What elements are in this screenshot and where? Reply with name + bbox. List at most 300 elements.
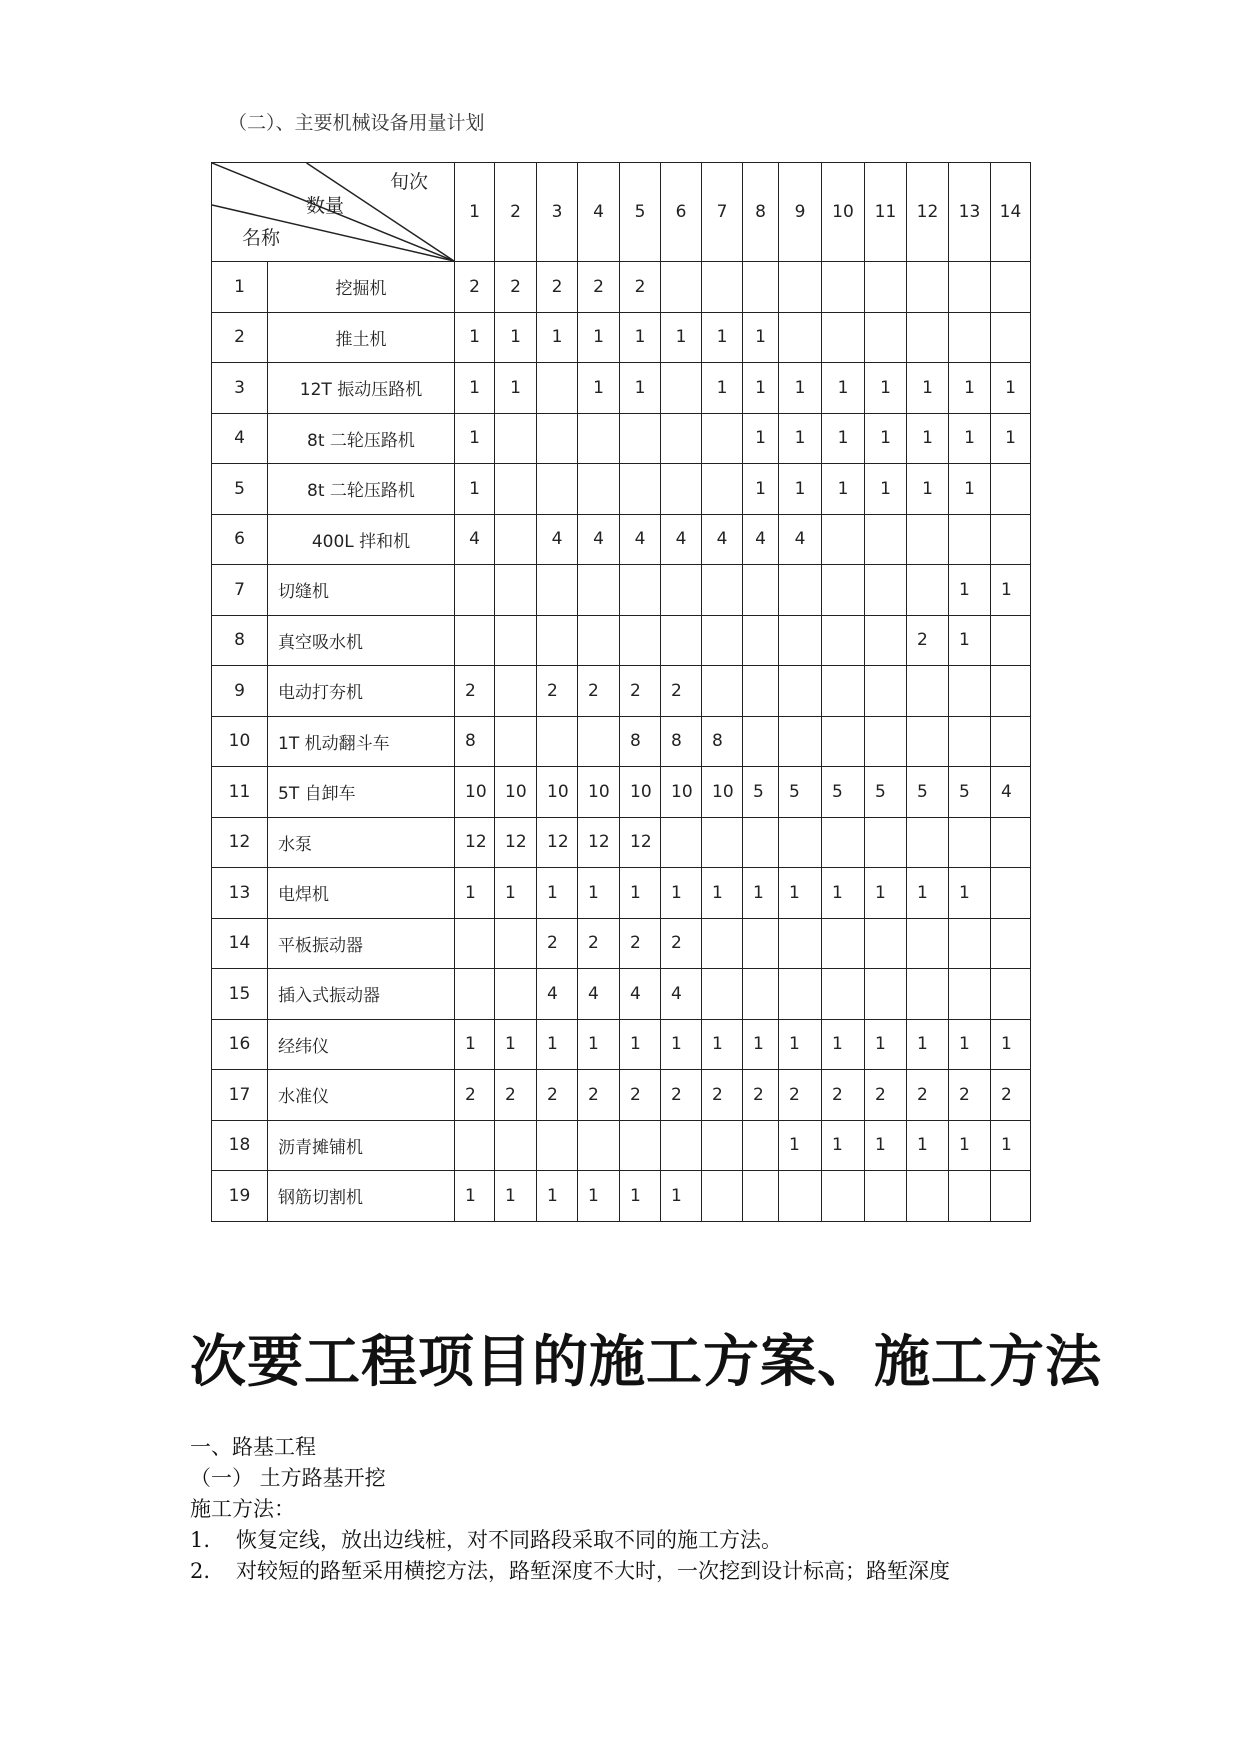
quantity-cell [702,1120,743,1171]
quantity-cell: 1 [455,363,495,414]
table-row [212,716,1031,767]
quantity-cell [578,615,620,666]
quantity-cell [822,918,865,969]
quantity-cell [865,969,907,1020]
quantity-cell: 2 [537,262,578,313]
quantity-cell: 1 [907,1120,949,1171]
quantity-cell: 2 [455,262,495,313]
quantity-cell [620,615,661,666]
table-row [212,565,1031,616]
quantity-cell: 1 [779,464,822,515]
quantity-cell [743,615,779,666]
row-number-cell: 15 [212,969,268,1020]
table-header-row [212,163,1031,262]
quantity-cell [822,615,865,666]
quantity-cell: 1 [949,868,991,919]
quantity-cell [578,565,620,616]
quantity-cell: 10 [495,767,537,818]
quantity-cell [822,716,865,767]
quantity-cell: 2 [455,1070,495,1121]
quantity-cell: 1 [537,1019,578,1070]
quantity-cell: 2 [578,666,620,717]
quantity-cell [743,716,779,767]
row-number-cell: 14 [212,918,268,969]
quantity-cell: 1 [743,464,779,515]
quantity-cell [702,615,743,666]
quantity-cell [702,969,743,1020]
quantity-cell [743,565,779,616]
quantity-cell: 1 [495,363,537,414]
period-header-cell: 4 [578,163,620,262]
quantity-cell: 1 [620,312,661,363]
table-row [212,464,1031,515]
quantity-cell: 1 [537,868,578,919]
quantity-cell [907,565,949,616]
quantity-cell [455,1120,495,1171]
quantity-cell: 1 [949,1019,991,1070]
quantity-cell: 2 [455,666,495,717]
quantity-cell: 2 [991,1070,1031,1121]
quantity-cell: 10 [620,767,661,818]
table-row [212,1019,1031,1070]
period-header-cell: 1 [455,163,495,262]
quantity-cell: 1 [495,868,537,919]
period-header-cell: 11 [865,163,907,262]
quantity-cell [907,1171,949,1222]
quantity-cell: 1 [865,464,907,515]
quantity-cell: 1 [743,868,779,919]
quantity-cell [949,918,991,969]
quantity-cell: 1 [455,1171,495,1222]
quantity-cell: 4 [537,514,578,565]
quantity-cell: 2 [661,666,702,717]
row-number-cell: 17 [212,1070,268,1121]
quantity-cell: 10 [702,767,743,818]
quantity-cell [907,969,949,1020]
quantity-cell [907,666,949,717]
quantity-cell [620,413,661,464]
quantity-cell [949,312,991,363]
quantity-cell: 1 [455,413,495,464]
quantity-cell: 1 [661,868,702,919]
table-row [212,1070,1031,1121]
equipment-name-cell: 沥青摊铺机 [268,1120,455,1171]
quantity-cell [949,716,991,767]
quantity-cell [537,413,578,464]
quantity-cell [822,262,865,313]
list-item-number: 1. [190,1528,211,1552]
quantity-cell: 2 [702,1070,743,1121]
quantity-cell: 4 [578,514,620,565]
period-header-cell: 7 [702,163,743,262]
quantity-cell: 1 [578,868,620,919]
quantity-cell [578,413,620,464]
period-header-cell: 3 [537,163,578,262]
quantity-cell [743,262,779,313]
quantity-cell: 10 [578,767,620,818]
quantity-cell [991,1171,1031,1222]
quantity-cell [991,716,1031,767]
equipment-name-cell: 水泵 [268,817,455,868]
quantity-cell [822,817,865,868]
quantity-cell: 1 [907,363,949,414]
quantity-cell [661,262,702,313]
equipment-name-cell: 5T 自卸车 [268,767,455,818]
quantity-cell [495,1120,537,1171]
equipment-name-cell: 插入式振动器 [268,969,455,1020]
quantity-cell: 1 [949,615,991,666]
quantity-cell: 1 [455,868,495,919]
row-number-cell: 16 [212,1019,268,1070]
row-number-cell: 3 [212,363,268,414]
quantity-cell [865,1171,907,1222]
quantity-cell [949,1171,991,1222]
quantity-cell: 12 [495,817,537,868]
quantity-cell: 1 [620,363,661,414]
quantity-cell: 1 [495,1019,537,1070]
table-row [212,363,1031,414]
quantity-cell: 1 [661,1019,702,1070]
quantity-cell: 1 [578,363,620,414]
equipment-name-cell: 水准仪 [268,1070,455,1121]
quantity-cell: 2 [661,918,702,969]
period-header-cell: 8 [743,163,779,262]
quantity-cell [495,413,537,464]
row-number-cell: 9 [212,666,268,717]
quantity-cell: 2 [620,666,661,717]
table-row [212,262,1031,313]
quantity-cell: 1 [991,1019,1031,1070]
quantity-cell: 2 [537,1070,578,1121]
quantity-cell [495,716,537,767]
quantity-cell [779,312,822,363]
table-row [212,615,1031,666]
quantity-cell [991,666,1031,717]
quantity-cell [537,1120,578,1171]
quantity-cell [537,363,578,414]
equipment-name-cell: 8t 二轮压路机 [268,413,455,464]
quantity-cell [702,464,743,515]
equipment-name-cell: 400L 拌和机 [268,514,455,565]
quantity-cell: 1 [865,413,907,464]
quantity-cell: 1 [702,312,743,363]
quantity-cell: 1 [822,868,865,919]
quantity-cell: 1 [620,1019,661,1070]
quantity-cell [865,918,907,969]
quantity-cell [779,817,822,868]
quantity-cell [455,615,495,666]
row-number-cell: 7 [212,565,268,616]
quantity-cell: 4 [620,969,661,1020]
quantity-cell: 5 [743,767,779,818]
table-row [212,767,1031,818]
quantity-cell [661,363,702,414]
list-item [190,1556,950,1587]
period-header-cell: 13 [949,163,991,262]
equipment-name-cell: 挖掘机 [268,262,455,313]
quantity-cell: 1 [822,1019,865,1070]
table-caption: （二）、主要机械设备用量计划 [228,112,485,134]
quantity-cell [779,565,822,616]
quantity-cell [907,817,949,868]
equipment-name-cell: 平板振动器 [268,918,455,969]
quantity-cell: 1 [779,1019,822,1070]
quantity-cell [949,817,991,868]
quantity-cell: 1 [537,312,578,363]
quantity-cell: 1 [991,565,1031,616]
list-item-number: 2. [190,1559,211,1583]
quantity-cell: 2 [949,1070,991,1121]
quantity-cell [620,565,661,616]
quantity-cell [907,312,949,363]
quantity-cell [537,565,578,616]
diagonal-header-cell [212,163,455,262]
quantity-cell [702,262,743,313]
quantity-cell: 2 [578,1070,620,1121]
quantity-cell: 1 [743,1019,779,1070]
quantity-cell: 1 [779,413,822,464]
heading-roadbed: 一、路基工程 [190,1435,316,1459]
period-header-cell: 6 [661,163,702,262]
quantity-cell: 1 [578,1171,620,1222]
quantity-cell: 2 [865,1070,907,1121]
quantity-cell: 1 [455,312,495,363]
period-header-cell: 5 [620,163,661,262]
quantity-cell [991,262,1031,313]
row-number-cell: 19 [212,1171,268,1222]
corner-label-period: 旬次 [390,171,429,193]
table-row [212,817,1031,868]
quantity-cell [743,817,779,868]
quantity-cell: 4 [991,767,1031,818]
equipment-name-cell: 电焊机 [268,868,455,919]
period-header-cell: 2 [495,163,537,262]
row-number-cell: 10 [212,716,268,767]
quantity-cell [743,1120,779,1171]
quantity-cell: 5 [779,767,822,818]
row-number-cell: 6 [212,514,268,565]
quantity-cell: 1 [822,464,865,515]
table-row [212,918,1031,969]
quantity-cell [865,262,907,313]
equipment-name-cell: 8t 二轮压路机 [268,464,455,515]
table-row [212,514,1031,565]
table-row [212,312,1031,363]
quantity-cell: 4 [537,969,578,1020]
quantity-cell [949,969,991,1020]
quantity-cell [495,514,537,565]
quantity-cell: 4 [743,514,779,565]
quantity-cell: 12 [578,817,620,868]
quantity-cell [991,514,1031,565]
quantity-cell: 5 [822,767,865,818]
quantity-cell: 10 [455,767,495,818]
subheading-excavation: （一） 土方路基开挖 [190,1466,386,1490]
quantity-cell [495,969,537,1020]
quantity-cell [865,817,907,868]
quantity-cell [661,565,702,616]
quantity-cell: 2 [537,666,578,717]
equipment-name-cell: 切缝机 [268,565,455,616]
quantity-cell: 4 [661,514,702,565]
quantity-cell [822,666,865,717]
quantity-cell: 1 [907,464,949,515]
quantity-cell [907,918,949,969]
equipment-name-cell: 经纬仪 [268,1019,455,1070]
quantity-cell: 4 [779,514,822,565]
quantity-cell [991,918,1031,969]
quantity-cell: 2 [578,262,620,313]
quantity-cell: 1 [743,363,779,414]
quantity-cell [991,817,1031,868]
quantity-cell: 2 [620,918,661,969]
quantity-cell [743,969,779,1020]
quantity-cell [865,514,907,565]
row-number-cell: 8 [212,615,268,666]
quantity-cell: 1 [949,1120,991,1171]
quantity-cell: 1 [949,565,991,616]
quantity-cell: 1 [949,413,991,464]
quantity-cell [822,969,865,1020]
quantity-cell: 1 [822,1120,865,1171]
quantity-cell [779,615,822,666]
period-header-cell: 10 [822,163,865,262]
quantity-cell [991,312,1031,363]
row-number-cell: 2 [212,312,268,363]
quantity-cell: 1 [455,1019,495,1070]
quantity-cell: 12 [455,817,495,868]
quantity-cell: 2 [907,1070,949,1121]
quantity-cell: 1 [779,868,822,919]
quantity-cell [702,1171,743,1222]
quantity-cell [865,615,907,666]
quantity-cell [865,666,907,717]
equipment-name-cell: 推土机 [268,312,455,363]
quantity-cell: 1 [702,868,743,919]
quantity-cell [743,1171,779,1222]
quantity-cell [495,666,537,717]
list-item-text: 对较短的路堑采用横挖方法，路堑深度不大时，一次挖到设计标高；路堑深度 [236,1559,950,1583]
quantity-cell: 5 [865,767,907,818]
quantity-cell: 1 [620,868,661,919]
quantity-cell: 4 [661,969,702,1020]
quantity-cell [537,716,578,767]
quantity-cell: 1 [779,363,822,414]
quantity-cell: 1 [865,868,907,919]
quantity-cell: 1 [661,1171,702,1222]
quantity-cell: 1 [865,1019,907,1070]
quantity-cell [822,565,865,616]
quantity-cell: 8 [620,716,661,767]
quantity-cell: 2 [620,262,661,313]
table-row [212,1171,1031,1222]
quantity-cell [779,666,822,717]
quantity-cell: 1 [991,1120,1031,1171]
quantity-cell: 1 [865,363,907,414]
quantity-cell [455,969,495,1020]
quantity-cell: 2 [907,615,949,666]
quantity-cell [779,969,822,1020]
quantity-cell: 12 [537,817,578,868]
period-header-cell: 12 [907,163,949,262]
table-row [212,1120,1031,1171]
quantity-cell [495,464,537,515]
equipment-name-cell: 电动打夯机 [268,666,455,717]
quantity-cell: 1 [822,363,865,414]
quantity-cell [779,918,822,969]
quantity-cell: 2 [578,918,620,969]
quantity-cell: 1 [578,312,620,363]
row-number-cell: 4 [212,413,268,464]
equipment-plan-table [211,162,1031,1222]
quantity-cell [991,969,1031,1020]
table-row [212,666,1031,717]
quantity-cell: 2 [779,1070,822,1121]
list-item-text: 恢复定线，放出边线桩，对不同路段采取不同的施工方法。 [236,1528,782,1552]
quantity-cell [949,666,991,717]
quantity-cell [949,514,991,565]
row-number-cell: 18 [212,1120,268,1171]
quantity-cell [949,262,991,313]
equipment-name-cell: 钢筋切割机 [268,1171,455,1222]
quantity-cell [743,666,779,717]
table-row [212,413,1031,464]
quantity-cell [578,1120,620,1171]
body-text [190,1432,950,1587]
quantity-cell: 1 [865,1120,907,1171]
row-number-cell: 12 [212,817,268,868]
quantity-cell: 4 [455,514,495,565]
quantity-cell: 1 [991,363,1031,414]
quantity-cell: 10 [661,767,702,818]
quantity-cell [661,1120,702,1171]
list-item [190,1525,950,1556]
quantity-cell: 2 [495,1070,537,1121]
quantity-cell [495,918,537,969]
quantity-cell: 2 [620,1070,661,1121]
quantity-cell: 8 [702,716,743,767]
quantity-cell: 1 [455,464,495,515]
quantity-cell: 10 [537,767,578,818]
quantity-cell [991,464,1031,515]
quantity-cell: 1 [949,363,991,414]
quantity-cell: 1 [743,413,779,464]
quantity-cell [455,565,495,616]
row-number-cell: 13 [212,868,268,919]
quantity-cell: 1 [949,464,991,515]
quantity-cell [702,565,743,616]
quantity-cell: 1 [991,413,1031,464]
quantity-cell [907,514,949,565]
quantity-cell: 5 [907,767,949,818]
equipment-name-cell: 12T 振动压路机 [268,363,455,414]
period-header-cell: 9 [779,163,822,262]
quantity-cell: 1 [495,312,537,363]
quantity-cell: 1 [907,868,949,919]
quantity-cell: 2 [495,262,537,313]
quantity-cell: 2 [743,1070,779,1121]
quantity-cell [743,918,779,969]
quantity-cell: 1 [907,413,949,464]
quantity-cell: 4 [702,514,743,565]
section-title: 次要工程项目的施工方案、施工方法 [190,1330,1102,1395]
quantity-cell: 1 [578,1019,620,1070]
quantity-cell [907,262,949,313]
quantity-cell [578,464,620,515]
quantity-cell: 8 [455,716,495,767]
quantity-cell [620,1120,661,1171]
quantity-cell [495,565,537,616]
